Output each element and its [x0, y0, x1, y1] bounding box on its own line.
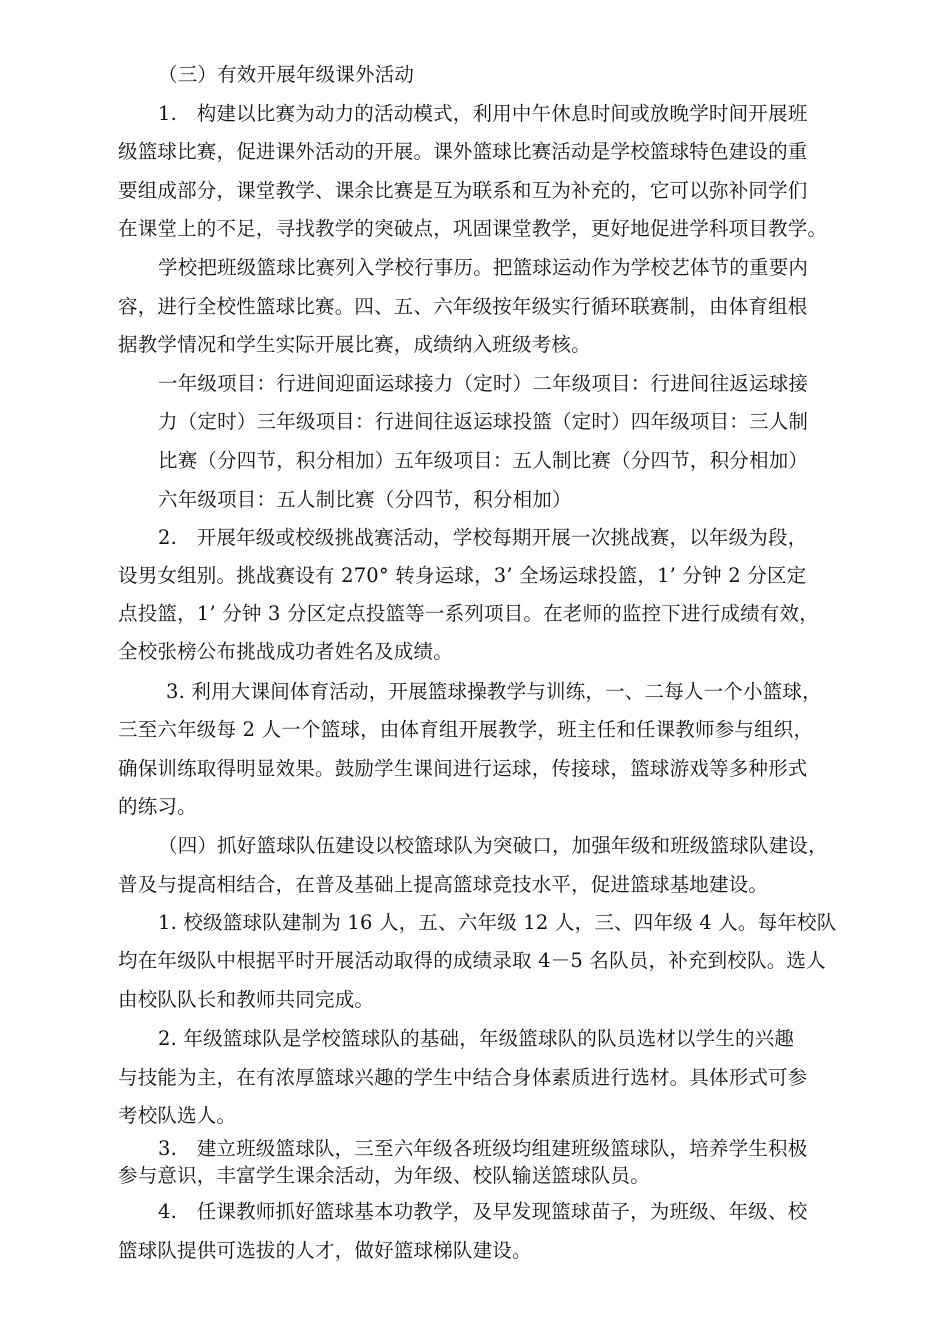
paragraph-line: 1. 构建以比赛为动力的活动模式，利用中午休息时间或放晚学时间开展班 [158, 102, 808, 125]
paragraph-line: 六年级项目：五人制比赛（分四节，积分相加） [158, 488, 572, 511]
paragraph-line: 全校张榜公布挑战成功者姓名及成绩。 [118, 640, 453, 663]
paragraph-line: 篮球队提供可选拔的人才，做好篮球梯队建设。 [118, 1239, 532, 1262]
paragraph-line: 点投篮，1’ 分钟 3 分区定点投篮等一系列项目。在老师的监控下进行成绩有效， [118, 602, 819, 625]
paragraph-line: 力（定时）三年级项目：行进间往返运球投篮（定时）四年级项目：三人制 [158, 410, 809, 433]
paragraph-line: 要组成部分，课堂教学、课余比赛是互为联系和互为补充的，它可以弥补同学们 [118, 179, 808, 202]
paragraph-line: 在课堂上的不足，寻找教学的突破点，巩固课堂教学，更好地促进学科项目教学。 [118, 217, 828, 240]
paragraph-line: 3. 利用大课间体育活动，开展篮球操教学与训练，一、二每人一个小篮球， [166, 680, 822, 703]
paragraph-line: 比赛（分四节，积分相加）五年级项目：五人制比赛（分四节，积分相加） [158, 449, 809, 472]
paragraph-line: 确保训练取得明显效果。鼓励学生课间进行运球，传接球，篮球游戏等多种形式 [118, 757, 808, 780]
paragraph-line: 容，进行全校性篮球比赛。四、五、六年级按年级实行循环联赛制，由体育组根 [118, 295, 808, 318]
paragraph-line: 学校把班级篮球比赛列入学校行事历。把篮球运动作为学校艺体节的重要内 [158, 256, 809, 279]
paragraph-line: 1. 校级篮球队建制为 16 人，五、六年级 12 人，三、四年级 4 人。每年校队 [158, 911, 837, 934]
paragraph-line: 普及与提高相结合，在普及基础上提高篮球竞技水平，促进篮球基地建设。 [118, 873, 769, 896]
paragraph-line: 2. 开展年级或校级挑战赛活动，学校每期开展一次挑战赛，以年级为段， [158, 526, 808, 549]
section-heading-4: （四）抓好篮球队伍建设以校篮球队为突破口，加强年级和班级篮球队建设， [158, 834, 828, 857]
paragraph-line: 与技能为主，在有浓厚篮球兴趣的学生中结合身体素质进行选材。具体形式可参 [118, 1066, 808, 1089]
paragraph-line: 设男女组别。挑战赛设有 270° 转身运球，3’ 全场运球投篮，1’ 分钟 2 分区定 [118, 564, 807, 587]
section-heading-3: （三）有效开展年级课外活动 [158, 63, 415, 86]
paragraph-line: 3. 建立班级篮球队，三至六年级各班级均组建班级篮球队，培养学生积极 [158, 1137, 808, 1160]
paragraph-line: 2. 年级篮球队是学校篮球队的基础，年级篮球队的队员选材以学生的兴趣 [158, 1027, 795, 1050]
paragraph-line: 4. 任课教师抓好篮球基本功教学，及早发现篮球苗子，为班级、年级、校 [158, 1200, 808, 1223]
paragraph-line: 据教学情况和学生实际开展比赛，成绩纳入班级考核。 [118, 333, 591, 356]
paragraph-line: 的练习。 [118, 795, 197, 818]
paragraph-line: 均在年级队中根据平时开展活动取得的成绩录取 4－5 名队员，补充到校队。选人 [118, 949, 826, 972]
paragraph-line: 三至六年级每 2 人一个篮球，由体育组开展教学，班主任和任课教师参与组织， [118, 718, 814, 741]
paragraph-line: 级篮球比赛，促进课外活动的开展。课外篮球比赛活动是学校篮球特色建设的重 [118, 140, 808, 163]
paragraph-line: 考校队选人。 [118, 1104, 237, 1127]
paragraph-line: 一年级项目：行进间迎面运球接力（定时）二年级项目：行进间往返运球接 [158, 372, 809, 395]
paragraph-line: 参与意识，丰富学生课余活动，为年级、校队输送篮球队员。 [118, 1164, 650, 1187]
paragraph-line: 由校队队长和教师共同完成。 [118, 988, 375, 1011]
